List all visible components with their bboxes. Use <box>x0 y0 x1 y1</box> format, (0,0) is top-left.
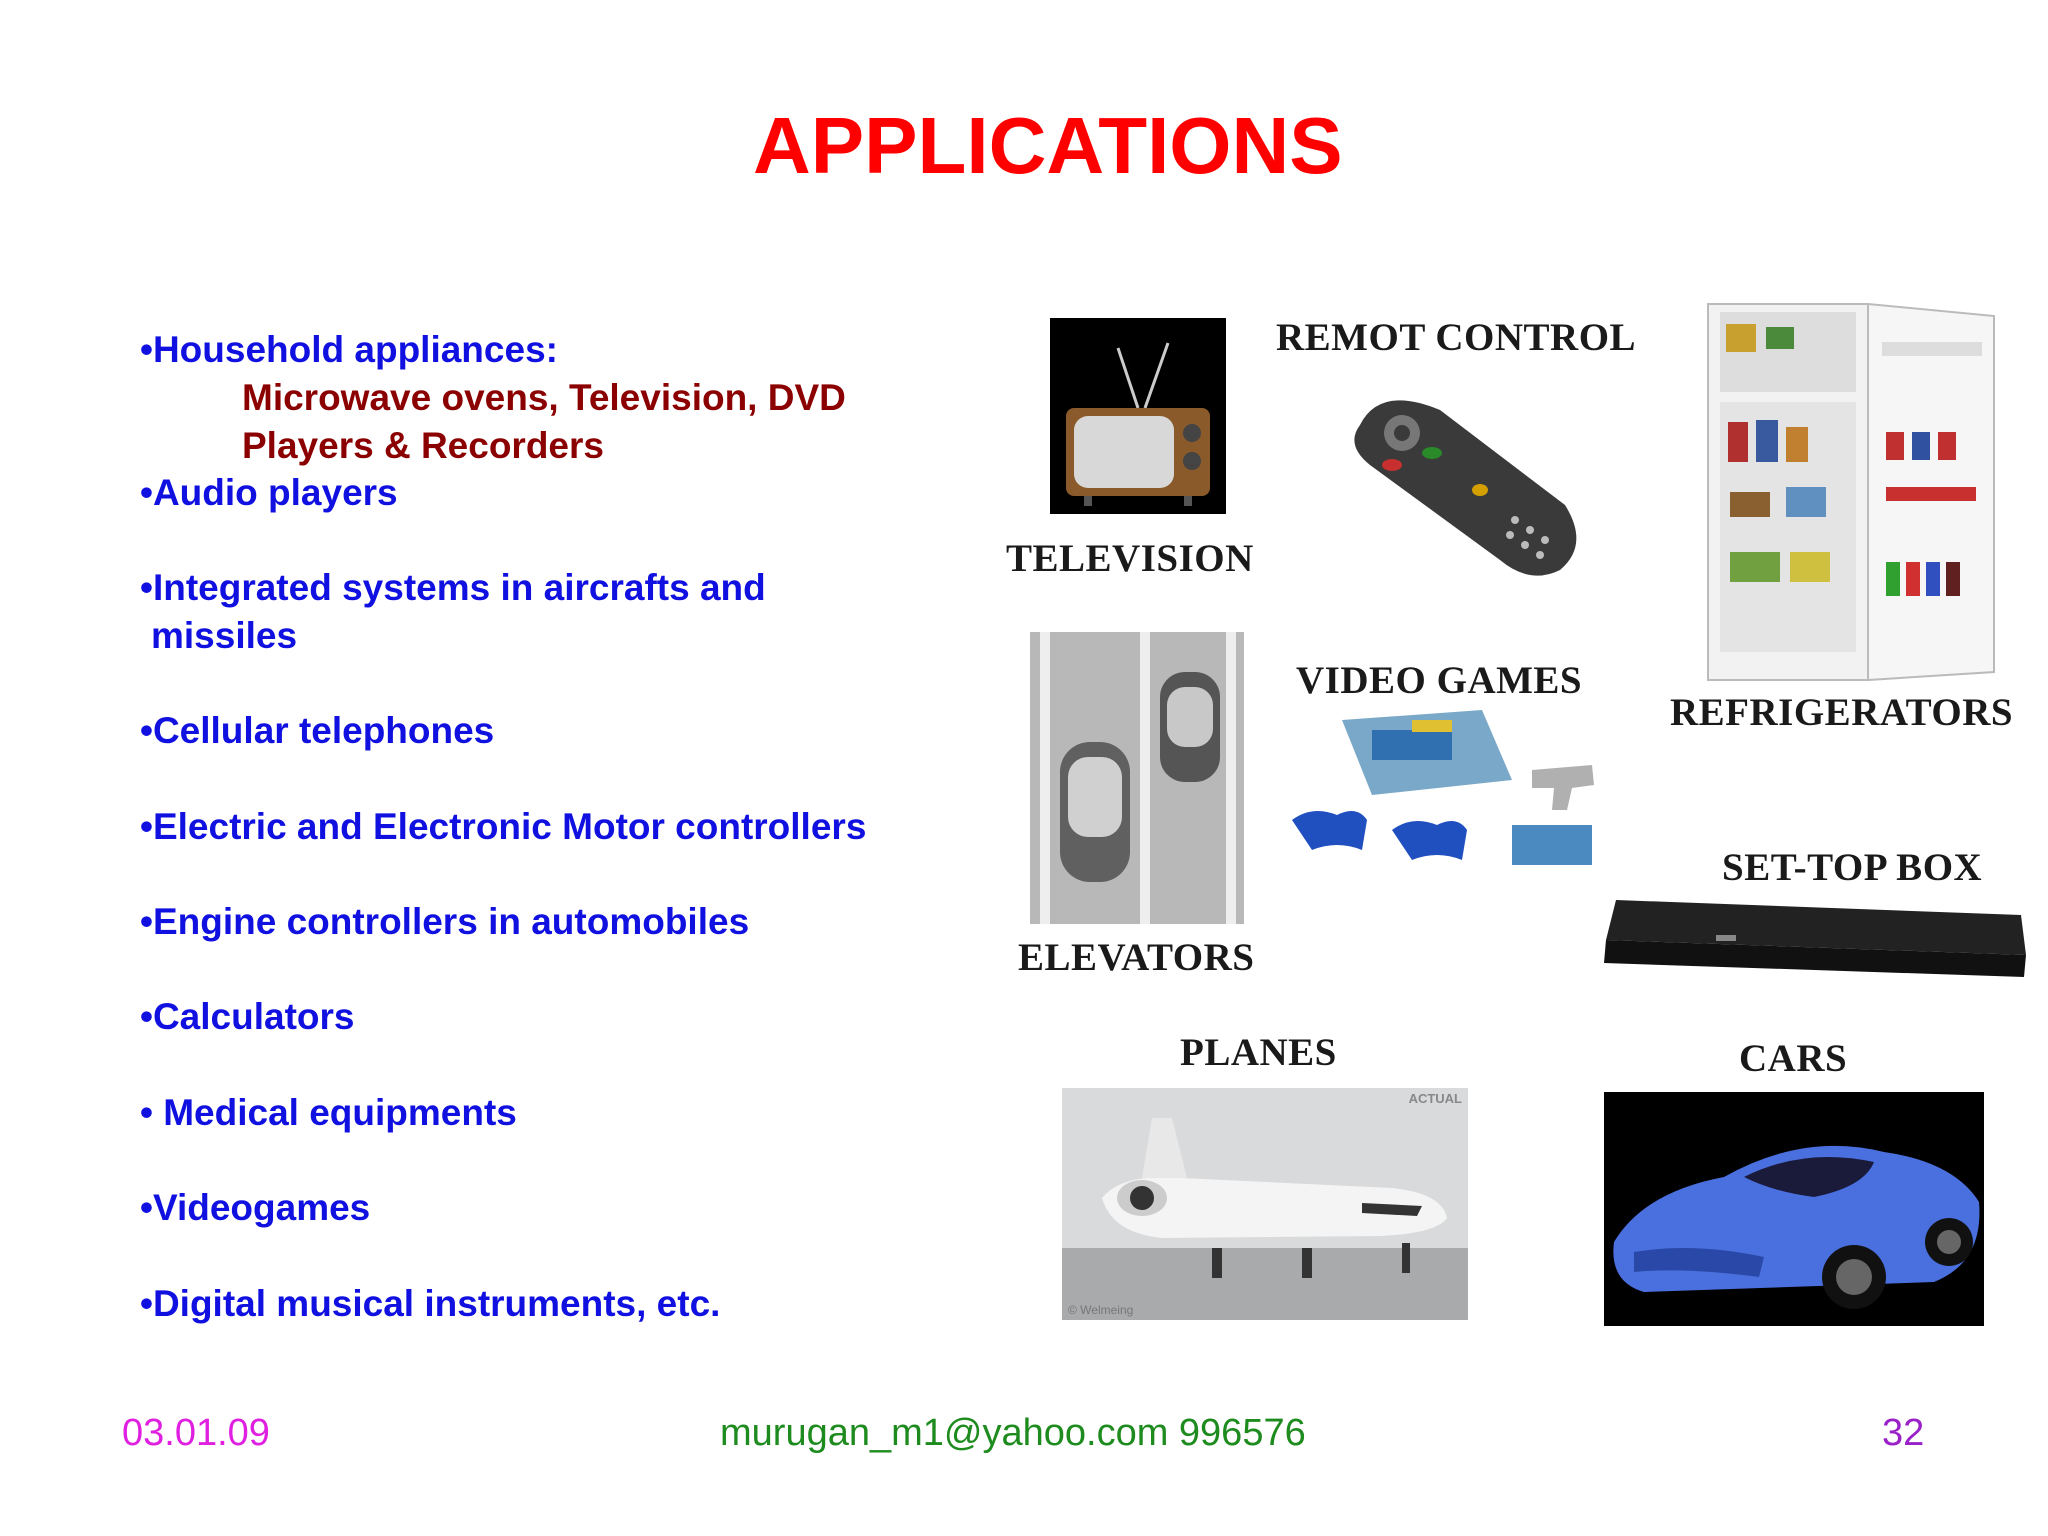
list-item: •Household appliances: <box>140 329 558 370</box>
cars-caption: CARS <box>1739 1037 1848 1080</box>
list-item: •Audio players <box>140 472 398 513</box>
video-games-caption: VIDEO GAMES <box>1296 659 1583 702</box>
plane-watermark: ACTUAL <box>1408 1091 1462 1106</box>
list-item: •Engine controllers in automobiles <box>140 901 750 942</box>
list-item: •Integrated systems in aircrafts and <box>140 567 766 608</box>
footer-page-number: 32 <box>1882 1412 1925 1454</box>
list-item: •Electric and Electronic Motor controllers <box>140 806 867 847</box>
television-caption: TELEVISION <box>1006 537 1254 580</box>
refrigerator-image <box>1706 302 1996 682</box>
list-item: missiles <box>151 615 298 656</box>
plane-image <box>1062 1088 1468 1320</box>
list-item: Microwave ovens, Television, DVD <box>242 377 846 418</box>
remote-control-caption: REMOT CONTROL <box>1276 316 1637 359</box>
list-item: •Calculators <box>140 996 355 1037</box>
footer-contact: murugan_m1@yahoo.com 996576 <box>720 1412 1306 1454</box>
list-item: •Videogames <box>140 1187 371 1228</box>
television-image <box>1050 318 1226 514</box>
list-item: •Cellular telephones <box>140 710 495 751</box>
elevators-caption: ELEVATORS <box>1018 936 1255 979</box>
slide-title: APPLICATIONS <box>753 101 1343 190</box>
remote-control-image <box>1340 385 1590 585</box>
elevators-image <box>1030 632 1244 924</box>
video-games-image <box>1282 710 1612 880</box>
list-item: •Digital musical instruments, etc. <box>140 1283 721 1324</box>
set-top-box-caption: SET-TOP BOX <box>1722 846 1983 889</box>
list-item: • Medical equipments <box>140 1092 517 1133</box>
planes-caption: PLANES <box>1180 1031 1337 1074</box>
list-item: Players & Recorders <box>242 425 604 466</box>
car-image <box>1604 1092 1984 1326</box>
plane-credit: © Welmeing <box>1068 1303 1134 1317</box>
footer-date: 03.01.09 <box>122 1412 270 1454</box>
set-top-box-image <box>1596 895 2032 985</box>
refrigerators-caption: REFRIGERATORS <box>1670 691 2014 734</box>
